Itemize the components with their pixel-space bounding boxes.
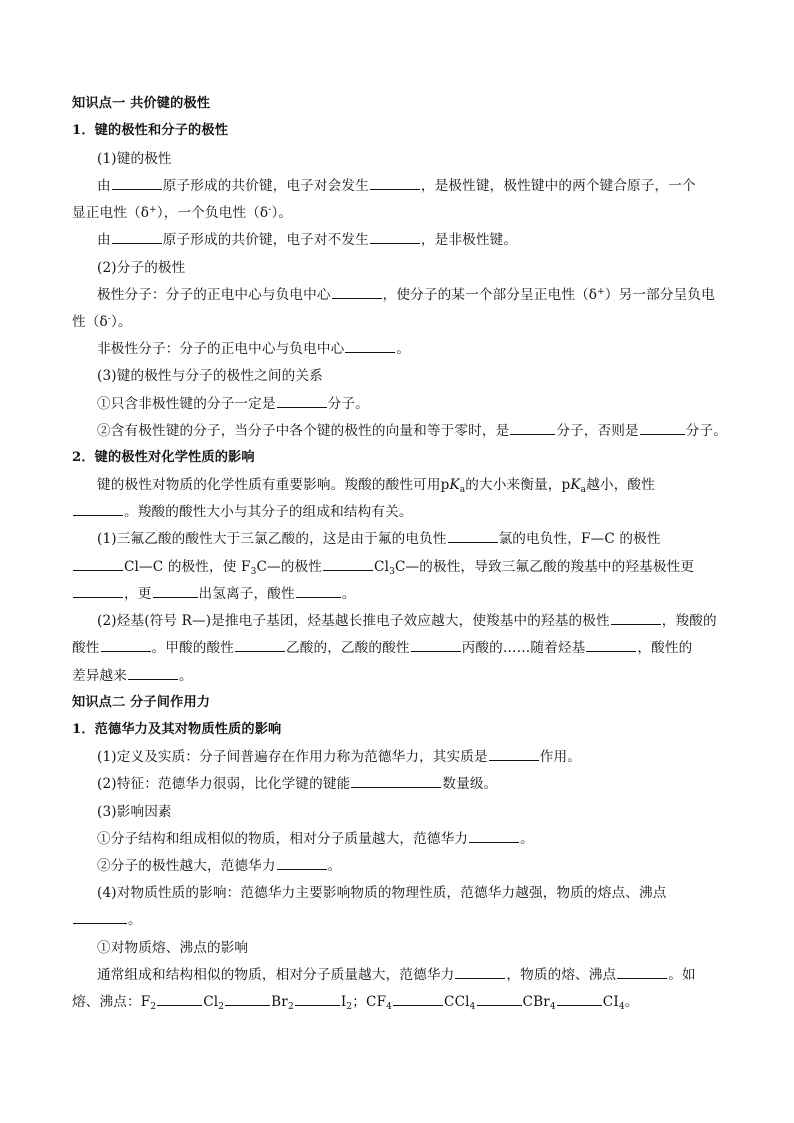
fill-blank[interactable] <box>489 748 539 761</box>
text-line: 由 原子形成的共价键，电子对会发生 ，是极性键，极性键中的两个键合原子，一个 <box>97 178 696 194</box>
text-line: 显正电性（δ+），一个负电性（δ-）。 <box>72 205 293 221</box>
fill-blank[interactable] <box>323 558 373 571</box>
text-line: ①只含非极性键的分子一定是 分子。 <box>97 396 369 412</box>
text-line: (2)烃基(符号 R—)是推电子基团，烃基越长推电子效应越大，使羧基中的羟基的极性 ，羧酸的 <box>97 613 717 629</box>
fill-blank[interactable] <box>351 775 441 788</box>
fill-blank[interactable] <box>295 993 340 1006</box>
fill-blank[interactable] <box>153 585 198 598</box>
fill-blank[interactable] <box>370 231 420 244</box>
fill-blank[interactable] <box>477 993 522 1006</box>
text-line: 由 原子形成的共价键，电子对不发生 ，是非极性键。 <box>97 232 518 248</box>
text-line: ，更 出氢离子，酸性 。 <box>72 585 355 603</box>
section-title-1: 知识点一 共价键的极性 <box>72 96 211 111</box>
fill-blank[interactable] <box>277 857 327 870</box>
fill-blank[interactable] <box>112 231 162 244</box>
fill-blank[interactable] <box>586 639 636 652</box>
fill-blank[interactable] <box>448 530 498 543</box>
fill-blank[interactable] <box>469 830 519 843</box>
fill-blank[interactable] <box>370 177 420 190</box>
fill-blank[interactable] <box>332 286 382 299</box>
fill-blank[interactable] <box>225 993 270 1006</box>
fill-blank[interactable] <box>112 177 162 190</box>
fill-blank[interactable] <box>277 395 327 408</box>
text-line: ②分子的极性越大，范德华力 。 <box>97 858 342 874</box>
fill-blank[interactable] <box>393 993 443 1006</box>
fill-blank[interactable] <box>101 639 151 652</box>
paragraph-heading: (2)分子的极性 <box>97 260 186 276</box>
text-line: 差异越来 。 <box>72 668 193 684</box>
fill-blank[interactable] <box>73 503 123 516</box>
paragraph-heading: (3)键的极性与分子的极性之间的关系 <box>97 368 323 384</box>
text-line: ①分子结构和组成相似的物质，相对分子质量越大，范德华力 。 <box>97 831 534 847</box>
fill-blank[interactable] <box>157 993 202 1006</box>
text-line: 。 <box>72 911 142 929</box>
text-line: (1)三氟乙酸的酸性大于三氯乙酸的，这是由于氟的电负性 氯的电负性，F—C 的极性 <box>97 531 661 547</box>
text-line: 键的极性对物质的化学性质有重要影响。羧酸的酸性可用$pK_a$的大小来衡量，$pK_a$越小，酸性 <box>97 477 655 495</box>
text-line: 性（δ-）。 <box>72 314 132 330</box>
text-line-boiling-points: 熔、沸点：$F_2$ $Cl_2$ $Br_2$ $I_2$；$CF_4$ CCl$_4$ CBr$_4$ $CI_4$。 <box>72 994 639 1012</box>
fill-blank[interactable] <box>411 639 461 652</box>
paragraph-heading: ①对物质熔、沸点的影响 <box>97 940 249 956</box>
fill-blank[interactable] <box>557 993 602 1006</box>
text-line: 酸性 。甲酸的酸性 乙酸的，乙酸的酸性 丙酸的……随着烃基 ，酸性的 <box>72 640 693 656</box>
fill-blank[interactable] <box>510 422 555 435</box>
text-line: (2)特征：范德华力很弱，比化学键的键能 数量级。 <box>97 776 498 792</box>
paragraph-heading: (3)影响因素 <box>97 804 172 820</box>
fill-blank[interactable] <box>296 585 341 598</box>
text-line: 非极性分子：分子的正电中心与负电中心 。 <box>97 341 411 357</box>
fill-blank[interactable] <box>128 667 178 680</box>
fill-blank[interactable] <box>73 911 127 924</box>
text-line: (4)对物质性质的影响：范德华力主要影响物质的物理性质，范德华力越强，物质的熔点、沸点 <box>97 885 667 901</box>
paragraph-heading: (1)键的极性 <box>97 151 172 167</box>
fill-blank[interactable] <box>73 585 123 598</box>
text-line: 通常组成和结构相似的物质，相对分子质量越大，范德华力 ，物质的熔、沸点 。如 <box>97 967 696 983</box>
text-line: ②含有极性键的分子，当分子中各个键的极性的向量和等于零时，是 分子，否则是 分子。 <box>97 423 728 439</box>
fill-blank[interactable] <box>345 340 395 353</box>
fill-blank[interactable] <box>455 966 505 979</box>
subheading-chemical-properties: 2．键的极性对化学性质的影响 <box>72 450 255 465</box>
text-line: (1)定义及实质：分子间普遍存在作用力称为范德华力，其实质是 作用。 <box>97 749 582 765</box>
text-line: 。羧酸的酸性大小与其分子的组成和结构有关。 <box>72 503 413 521</box>
text-line: Cl—C 的极性，使 $F_3C—$的极性 $Cl_3C—$的极性，导致三氟乙酸的羧基中的羟基极性更 <box>72 558 694 576</box>
fill-blank[interactable] <box>235 639 285 652</box>
fill-blank[interactable] <box>611 612 661 625</box>
subheading-bond-molecule-polarity: 1．键的极性和分子的极性 <box>72 123 229 138</box>
text-line: 极性分子：分子的正电中心与负电中心 ，使分子的某一个部分呈正电性（δ+）另一部分呈负电 <box>97 287 715 303</box>
fill-blank[interactable] <box>617 966 667 979</box>
fill-blank[interactable] <box>73 558 123 571</box>
subheading-van-der-waals: 1．范德华力及其对物质性质的影响 <box>72 722 282 737</box>
fill-blank[interactable] <box>640 422 685 435</box>
section-title-2: 知识点二 分子间作用力 <box>72 695 211 710</box>
